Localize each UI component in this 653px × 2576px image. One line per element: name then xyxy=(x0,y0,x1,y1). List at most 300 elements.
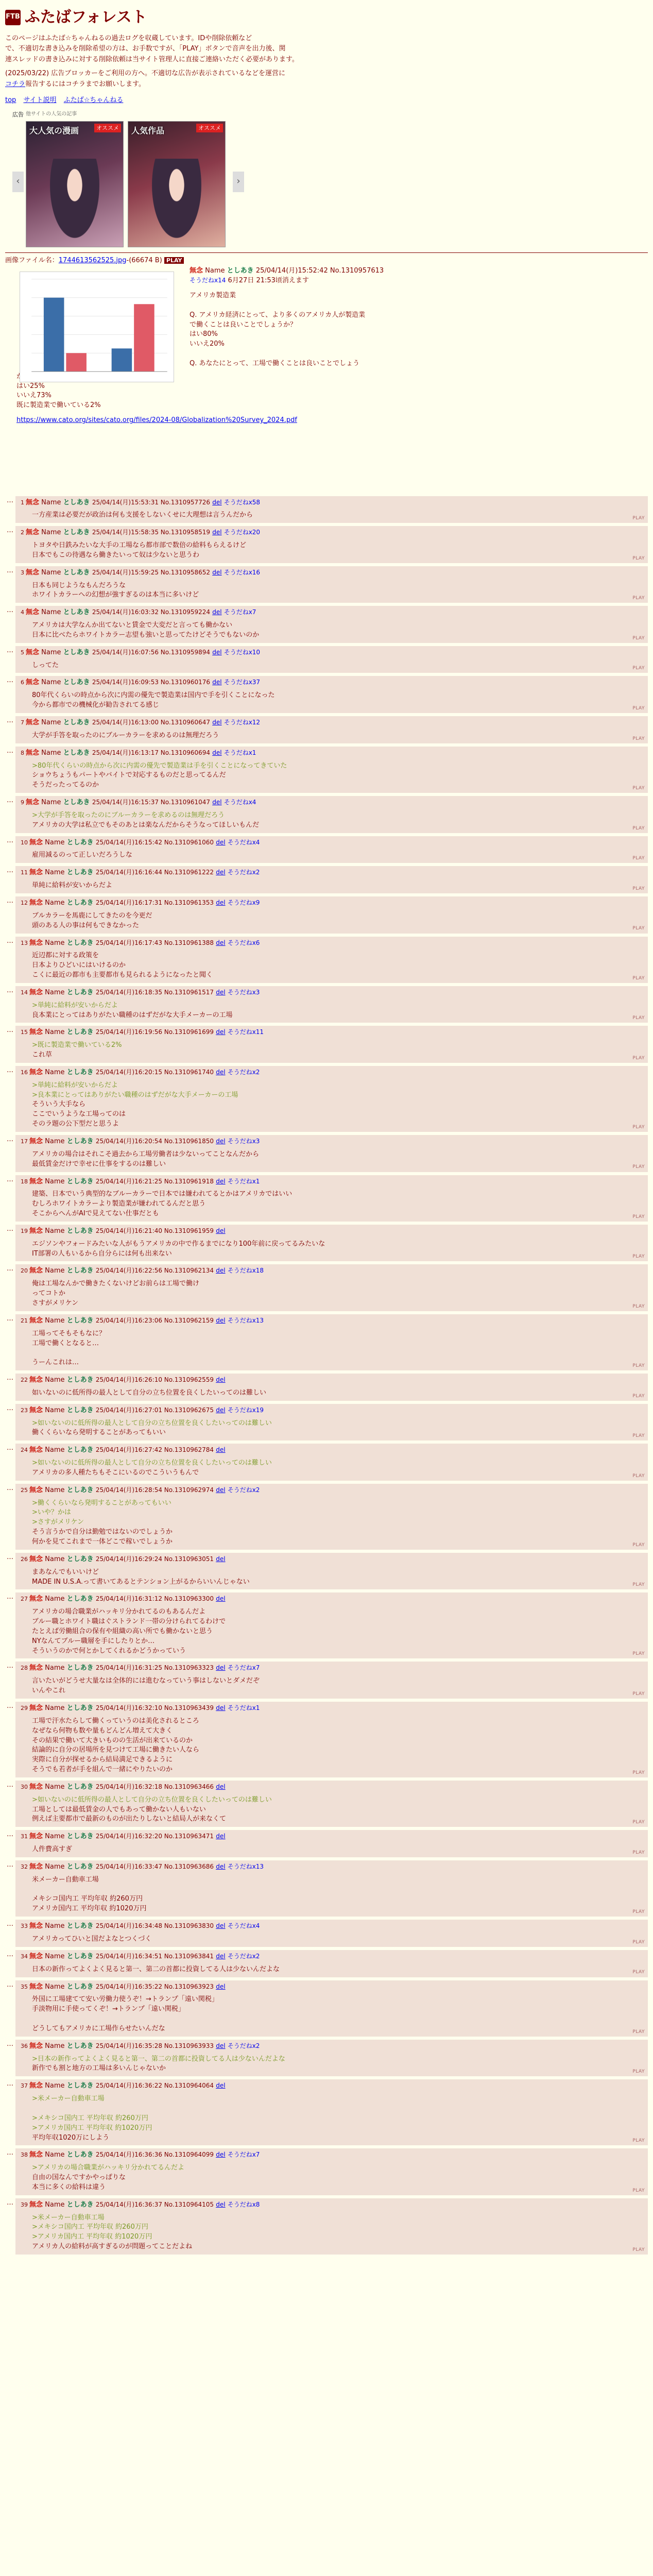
reply-subject: 無念 xyxy=(26,679,40,687)
play-button[interactable]: PLAY xyxy=(632,786,645,791)
ad-illustration xyxy=(46,159,104,246)
reply-line: メキシコ国内工 平均年収 約260万円 xyxy=(32,1895,143,1903)
play-button[interactable]: PLAY xyxy=(632,975,645,981)
reply-name: としあき xyxy=(66,838,94,846)
quote-line: >良本業にとってはありがたい職種のはずだがな大手メーカーの工場 xyxy=(32,1091,238,1099)
delete-link[interactable]: del xyxy=(216,1783,226,1790)
reply-line: その結果で働いて大きいものの生活が出来ているのか xyxy=(32,1736,193,1744)
reply-box xyxy=(15,1592,648,1658)
reply-meta: 25/04/14(月)16:36:22 No.1310964064 xyxy=(95,2082,214,2090)
delete-link[interactable]: del xyxy=(216,1704,226,1711)
sodane-button[interactable]: そうだねx16 xyxy=(224,568,261,576)
reply-name: としあき xyxy=(63,749,90,757)
play-button[interactable]: PLAY xyxy=(632,1582,645,1588)
reply-body xyxy=(32,2213,643,2252)
reply-header: 27 無念 Name としあき 25/04/14(月)16:31:12 No.1310963300 del xyxy=(21,1595,226,1603)
ad-banner[interactable] xyxy=(26,121,124,247)
reply-meta: 25/04/14(月)16:21:40 No.1310961959 xyxy=(95,1227,214,1234)
sodane-button[interactable]: そうだねx7 xyxy=(227,1664,260,1672)
reply-index: 21 xyxy=(21,1317,28,1324)
delete-link[interactable]: del xyxy=(216,1316,226,1324)
play-button[interactable]: PLAY xyxy=(632,825,645,831)
reply-header: 22 無念 Name としあき 25/04/14(月)16:26:10 No.1310962559 del xyxy=(21,1376,226,1384)
reply-line: アメリカは大学なんか出てないと賃金で大変だと言っても働かない xyxy=(32,621,233,630)
quote-line: >単純に給料が安いからだよ xyxy=(32,1001,118,1009)
play-button[interactable]: PLAY xyxy=(632,516,645,521)
reply-marker: … xyxy=(7,1831,13,1839)
reply-box xyxy=(15,866,648,893)
reply-subject: 無念 xyxy=(26,568,40,577)
reply-body xyxy=(32,851,643,860)
reply-box xyxy=(15,796,648,833)
reply-header: 28 無念 Name としあき 25/04/14(月)16:31:25 No.1310963323 del そうだねx7 xyxy=(21,1664,260,1672)
reply-header: 11 無念 Name としあき 25/04/14(月)16:16:44 No.1310961222 del そうだねx2 xyxy=(21,869,260,877)
reply-marker: … xyxy=(7,1175,13,1183)
op-body xyxy=(190,291,648,369)
op-line: Q. あなたにとって、工場で働くことは良いことでしょう xyxy=(190,359,359,367)
delete-link[interactable]: del xyxy=(212,648,222,656)
reply-line: 本当に多くの給料は違う xyxy=(32,2183,106,2191)
delete-link[interactable]: del xyxy=(212,679,222,686)
reply-name: としあき xyxy=(66,1267,94,1275)
reply-line: 俺は工場なんかで働きたくないけどお前らは工場で働け xyxy=(32,1280,200,1288)
reply-marker: … xyxy=(7,566,13,574)
delete-link[interactable]: del xyxy=(216,1952,226,1960)
reply-meta: 25/04/14(月)16:34:48 No.1310963830 xyxy=(95,1922,214,1930)
delete-link[interactable]: del xyxy=(212,568,222,576)
sodane-button[interactable]: そうだねx2 xyxy=(227,1068,260,1076)
reply-marker: … xyxy=(7,496,13,504)
reply-index: 4 xyxy=(21,609,24,616)
reply-marker: … xyxy=(7,867,13,875)
delete-link[interactable]: del xyxy=(212,749,222,756)
reply-meta: 25/04/14(月)16:13:00 No.1310960647 xyxy=(92,719,211,726)
sodane-button[interactable]: そうだねx2 xyxy=(227,1486,260,1494)
reply-row xyxy=(5,1484,648,1550)
delete-link[interactable]: del xyxy=(216,899,226,906)
play-button[interactable]: PLAY xyxy=(632,1393,645,1399)
reply-subject: 無念 xyxy=(29,1922,43,1930)
play-button[interactable]: PLAY xyxy=(632,1770,645,1775)
reply-line xyxy=(32,2104,643,2114)
reply-line xyxy=(32,1885,643,1895)
play-button[interactable]: PLAY xyxy=(632,2069,645,2075)
quote-line: >既に製造業で働いている2% xyxy=(32,1041,122,1049)
reply-line: 働くくらいなら発明することがあってもいい xyxy=(32,1429,166,1437)
reply-index: 1 xyxy=(21,499,24,506)
reply-meta: 25/04/14(月)16:27:42 No.1310962784 xyxy=(95,1446,214,1454)
play-button[interactable]: PLAY xyxy=(632,1542,645,1548)
play-button[interactable]: PLAY xyxy=(632,1820,645,1825)
reply-meta: 25/04/14(月)16:22:56 No.1310962134 xyxy=(95,1267,214,1275)
play-button[interactable]: PLAY xyxy=(632,1433,645,1439)
reply-row xyxy=(5,1553,648,1590)
sodane-button[interactable]: そうだねx9 xyxy=(227,899,260,906)
reply-line: 単純に給料が安いからだよ xyxy=(32,882,113,890)
ad-carousel xyxy=(12,121,404,247)
reply-marker: … xyxy=(7,796,13,805)
reply-body xyxy=(32,2055,643,2074)
reply-body xyxy=(32,1041,643,1060)
delete-link[interactable]: del xyxy=(216,1862,226,1870)
reply-line: ブルー職とホワイト職はぐストランド一帯の分けられてるわけで xyxy=(32,1618,226,1626)
reply-marker: … xyxy=(7,1860,13,1869)
reply-header: 29 無念 Name としあき 25/04/14(月)16:32:10 No.1310963439 del そうだねx1 xyxy=(21,1704,260,1712)
play-button[interactable]: PLAY xyxy=(632,2188,645,2193)
reply-line: 工場としては最低賃金の人でもあって働かない人もいない xyxy=(32,1805,206,1814)
delete-link[interactable]: del xyxy=(216,2151,226,2159)
sodane-button[interactable]: そうだねx7 xyxy=(227,2151,260,2159)
reply-marker: … xyxy=(7,2198,13,2207)
delete-link[interactable]: del xyxy=(216,1833,226,1840)
play-button[interactable]: PLAY xyxy=(632,635,645,641)
reply-marker: … xyxy=(7,1593,13,1601)
play-button[interactable]: PLAY xyxy=(632,1473,645,1479)
reply-name: としあき xyxy=(66,1833,94,1841)
reply-body xyxy=(32,1001,643,1021)
reply-row xyxy=(5,1175,648,1222)
delete-link[interactable]: del xyxy=(216,1068,226,1076)
divider xyxy=(5,252,648,253)
reply-row xyxy=(5,1444,648,1481)
play-button[interactable]: PLAY xyxy=(632,2138,645,2144)
carousel-prev-arrow-icon[interactable]: ‹ xyxy=(12,172,24,192)
op-post xyxy=(5,256,648,493)
sodane-button[interactable]: そうだねx10 xyxy=(224,648,261,656)
reply-marker: … xyxy=(7,1920,13,1928)
reply-line: ホワイトカラーへの幻想が強すぎるのは本当に多いけど xyxy=(32,591,199,599)
reply-index: 32 xyxy=(21,1863,28,1870)
sodane-button[interactable]: そうだねx3 xyxy=(227,988,260,996)
reply-meta: 25/04/14(月)16:29:24 No.1310963051 xyxy=(95,1555,214,1563)
reply-marker: … xyxy=(7,1026,13,1035)
reply-subject: 無念 xyxy=(29,1406,43,1414)
reply-header: 24 無念 Name としあき 25/04/14(月)16:27:42 No.1310962784 del xyxy=(21,1446,226,1454)
reply-subject: 無念 xyxy=(26,799,40,807)
reply-header: 38 無念 Name としあき 25/04/14(月)16:36:36 No.1310964099 del そうだねx7 xyxy=(21,2151,260,2159)
reply-name: としあき xyxy=(66,1446,94,1454)
sodane-button[interactable]: そうだねx13 xyxy=(227,1316,264,1324)
reply-meta: 25/04/14(月)15:59:25 No.1310958652 xyxy=(92,568,211,576)
reply-header: 2 無念 Name としあき 25/04/14(月)15:58:35 No.1310958519 del そうだねx20 xyxy=(21,529,261,537)
reply-box xyxy=(15,1066,648,1132)
sodane-button[interactable]: そうだねx7 xyxy=(224,608,256,616)
play-button[interactable]: PLAY xyxy=(632,705,645,711)
play-button[interactable]: PLAY xyxy=(632,1909,645,1915)
reply-subject: 無念 xyxy=(26,608,40,617)
reply-body xyxy=(32,811,643,831)
reply-marker: … xyxy=(7,1265,13,1273)
reply-line: アメリカの場合職業がハッキリ分かれてるのもあるんだよ xyxy=(32,1608,206,1616)
quote-line: >メキシコ国内工 平均年収 約260万円 xyxy=(32,2223,148,2231)
reply-box xyxy=(15,716,648,743)
sodane-button[interactable]: そうだねx4 xyxy=(224,799,256,806)
play-button[interactable]: PLAY xyxy=(632,555,645,561)
reply-body xyxy=(32,1240,643,1259)
reply-body xyxy=(32,951,643,980)
reply-header: 3 無念 Name としあき 25/04/14(月)15:59:25 No.1310958652 del そうだねx16 xyxy=(21,568,261,577)
reply-index: 10 xyxy=(21,839,28,846)
reply-meta: 25/04/14(月)16:32:10 No.1310963439 xyxy=(95,1704,214,1711)
reply-subject: 無念 xyxy=(26,749,40,757)
delete-link[interactable]: del xyxy=(212,719,222,726)
reply-header: 20 無念 Name としあき 25/04/14(月)16:22:56 No.1310962134 del そうだねx18 xyxy=(21,1267,264,1275)
delete-link[interactable]: del xyxy=(212,498,222,506)
reply-name: としあき xyxy=(63,648,90,656)
reply-line: アメリカ人の給料が高すぎるのが問題ってことだよね xyxy=(32,2243,193,2251)
reply-row xyxy=(5,1026,648,1063)
reply-line: うーんこれは… xyxy=(32,1359,79,1367)
sodane-button[interactable]: そうだねx8 xyxy=(227,2200,260,2208)
play-button[interactable]: PLAY xyxy=(632,1015,645,1021)
reply-line: 人件費高すぎ xyxy=(32,1845,73,1854)
delete-link[interactable]: del xyxy=(216,869,226,876)
op-file-link[interactable]: 1744613562525.jpg xyxy=(58,256,127,264)
reply-line: エジソンやフォードみたいな人がもうアメリカの中で作るまでになり100年前に戻ってるみたいな xyxy=(32,1240,325,1248)
reply-line: 80年代くらいの時点から次に内需の優先で製造業は国内で手を引くことになった xyxy=(32,691,275,700)
reply-line: 日本に比べたらホワイトカラー志望も強いと思ってたけどそうでもないのか xyxy=(32,631,260,639)
delete-link[interactable]: del xyxy=(216,1376,226,1384)
sodane-button[interactable]: そうだねx3 xyxy=(227,1138,260,1145)
reply-body xyxy=(32,911,643,931)
reply-line xyxy=(32,2014,643,2024)
delete-link[interactable]: del xyxy=(216,2042,226,2049)
reply-line: 工場ってそもそもなに？ xyxy=(32,1329,106,1337)
quote-line: >如いないのに低所得の最人として自分の立ち位置を良くしたいってのは難しい xyxy=(32,1795,272,1804)
sodane-button[interactable]: そうだねx4 xyxy=(227,1922,260,1930)
play-button[interactable]: PLAY xyxy=(164,257,184,264)
sodane-button[interactable]: そうだねx1 xyxy=(227,1704,260,1711)
reply-body xyxy=(32,1568,643,1587)
reply-header: 36 無念 Name としあき 25/04/14(月)16:35:28 No.1310963933 del そうだねx2 xyxy=(21,2042,260,2050)
sodane-button[interactable]: そうだねx4 xyxy=(227,838,260,846)
ad-banner[interactable] xyxy=(128,121,226,247)
sodane-button[interactable]: そうだねx13 xyxy=(227,1862,264,1870)
play-button[interactable]: PLAY xyxy=(632,1254,645,1260)
reply-meta: 25/04/14(月)15:53:31 No.1310957726 xyxy=(92,498,211,506)
reply-subject: 無念 xyxy=(29,1028,43,1037)
delete-link[interactable]: del xyxy=(216,1922,226,1930)
reply-marker: … xyxy=(7,1374,13,1382)
reply-marker: … xyxy=(7,1444,13,1452)
reply-row xyxy=(5,796,648,833)
reply-box xyxy=(15,1920,648,1947)
sodane-button[interactable]: そうだねx58 xyxy=(224,498,261,506)
reply-header: 18 無念 Name としあき 25/04/14(月)16:21:25 No.1310961918 del そうだねx1 xyxy=(21,1177,260,1185)
reply-body xyxy=(32,1279,643,1309)
sodane-button[interactable]: そうだねx6 xyxy=(227,939,260,946)
play-button[interactable]: PLAY xyxy=(632,2029,645,2035)
delete-link[interactable]: del xyxy=(216,1555,226,1563)
play-button[interactable]: PLAY xyxy=(632,1850,645,1855)
reply-body xyxy=(32,1717,643,1775)
op-line: アメリカ製造業 xyxy=(190,292,236,300)
delete-link[interactable]: del xyxy=(216,1595,226,1603)
reply-row xyxy=(5,866,648,893)
reply-line: 日本も同じようなもんだろうな xyxy=(32,581,126,589)
reply-body xyxy=(32,1935,643,1944)
delete-link[interactable]: del xyxy=(216,1406,226,1414)
reply-name: としあき xyxy=(66,1555,94,1563)
ad-banner-title: 人気作品 xyxy=(131,125,165,135)
reply-name: としあき xyxy=(66,1177,94,1185)
reply-name: としあき xyxy=(66,988,94,996)
delete-link[interactable]: del xyxy=(216,1138,226,1145)
reply-meta: 25/04/14(月)16:19:56 No.1310961699 xyxy=(95,1028,214,1036)
reply-row xyxy=(5,1662,648,1699)
delete-link[interactable]: del xyxy=(212,529,222,536)
reply-box xyxy=(15,1781,648,1827)
op-subject: 無念 xyxy=(190,267,203,275)
site-header xyxy=(5,6,648,29)
reply-name: としあき xyxy=(66,1783,94,1791)
reply-subject: 無念 xyxy=(29,1068,43,1076)
reply-marker: … xyxy=(7,527,13,535)
delete-link[interactable]: del xyxy=(216,1982,226,1990)
reply-meta: 25/04/14(月)16:36:36 No.1310964099 xyxy=(95,2151,214,2159)
reply-box xyxy=(15,1830,648,1857)
notice-link[interactable]: コチラ xyxy=(5,80,26,88)
reply-box xyxy=(15,676,648,713)
reply-header: 33 無念 Name としあき 25/04/14(月)16:34:48 No.1310963830 del そうだねx4 xyxy=(21,1922,260,1930)
play-button[interactable]: PLAY xyxy=(632,1691,645,1697)
sodane-button[interactable]: そうだねx1 xyxy=(227,1177,260,1185)
delete-link[interactable]: del xyxy=(212,799,222,806)
reply-meta: 25/04/14(月)16:31:25 No.1310963323 xyxy=(95,1664,214,1672)
op-source-link[interactable]: https://www.cato.org/sites/cato.org/files/2024-08/Globalization%20Survey_2024.pdf xyxy=(16,416,297,425)
play-button[interactable]: PLAY xyxy=(632,1363,645,1368)
play-button[interactable]: PLAY xyxy=(632,1055,645,1061)
chart-bar xyxy=(134,304,154,371)
sodane-button[interactable]: そうだねx2 xyxy=(227,1952,260,1960)
sodane-button[interactable]: そうだねx12 xyxy=(224,719,261,726)
reply-box xyxy=(15,1980,648,2037)
reply-line: こくに最近の都市も主要都市も見られるようになったと聞く xyxy=(32,971,213,979)
reply-name: としあき xyxy=(66,1862,94,1871)
reply-line: アメリカの大学は私立でもそのあとは楽なんだからそうなってほしいもんだ xyxy=(32,821,260,829)
reply-row xyxy=(5,896,648,934)
reply-marker: … xyxy=(7,646,13,654)
reply-meta: 25/04/14(月)16:23:06 No.1310962159 xyxy=(95,1316,214,1324)
sodane-button[interactable]: そうだねx37 xyxy=(224,679,261,686)
reply-subject: 無念 xyxy=(29,1704,43,1712)
play-button[interactable]: PLAY xyxy=(632,926,645,931)
play-button[interactable]: PLAY xyxy=(632,1124,645,1130)
reply-row xyxy=(5,526,648,563)
play-button[interactable]: PLAY xyxy=(632,1214,645,1219)
reply-subject: 無念 xyxy=(26,529,40,537)
delete-link[interactable]: del xyxy=(216,1664,226,1672)
delete-link[interactable]: del xyxy=(216,1267,226,1275)
op-line: 既に製造業で働いている2% xyxy=(16,401,101,410)
op-sodane[interactable]: そうだねx14 xyxy=(190,277,226,284)
reply-subject: 無念 xyxy=(26,498,40,506)
play-button[interactable]: PLAY xyxy=(632,1303,645,1309)
sodane-button[interactable]: そうだねx1 xyxy=(224,749,256,756)
reply-line: そう言うかで自分は勤勉ではないのでしょうか xyxy=(32,1528,173,1536)
reply-index: 24 xyxy=(21,1447,28,1454)
op-thumbnail-chart[interactable] xyxy=(20,272,174,382)
play-button[interactable]: PLAY xyxy=(632,1939,645,1945)
reply-body xyxy=(32,1190,643,1219)
reply-line: ここでいうような工場ってのは xyxy=(32,1110,126,1118)
play-button[interactable]: PLAY xyxy=(632,1970,645,1975)
delete-link[interactable]: del xyxy=(216,1446,226,1454)
delete-link[interactable]: del xyxy=(216,1177,226,1185)
reply-line: これ草 xyxy=(32,1051,53,1059)
reply-line: 近辺都に対する政策を xyxy=(32,952,99,960)
play-button[interactable]: PLAY xyxy=(632,1164,645,1170)
reply-header: 9 無念 Name としあき 25/04/14(月)16:15:37 No.1310961047 del そうだねx4 xyxy=(21,799,256,807)
delete-link[interactable]: del xyxy=(216,2082,226,2090)
reply-name: としあき xyxy=(66,1028,94,1037)
nav-link-top[interactable]: top xyxy=(5,96,16,104)
delete-link[interactable]: del xyxy=(212,608,222,616)
reply-line: ブルカラーを馬鹿にしてきたのを今更だ xyxy=(32,911,152,920)
delete-link[interactable]: del xyxy=(216,1028,226,1036)
reply-line: 米メーカー自動車工場 xyxy=(32,1875,99,1884)
reply-marker: … xyxy=(7,2040,13,2048)
delete-link[interactable]: del xyxy=(216,1486,226,1494)
reply-index: 3 xyxy=(21,569,24,576)
play-button[interactable]: PLAY xyxy=(632,2247,645,2252)
reply-index: 9 xyxy=(21,799,24,806)
reply-body xyxy=(32,1607,643,1656)
reply-subject: 無念 xyxy=(29,1783,43,1791)
reply-index: 7 xyxy=(21,719,24,726)
delete-link[interactable]: del xyxy=(216,1227,226,1234)
reply-marker: … xyxy=(7,836,13,844)
reply-row xyxy=(5,1135,648,1172)
reply-header: 25 無念 Name としあき 25/04/14(月)16:28:54 No.1310962974 del そうだねx2 xyxy=(21,1486,260,1494)
site-notice xyxy=(5,34,648,90)
sodane-button[interactable]: そうだねx20 xyxy=(224,529,261,536)
play-button[interactable]: PLAY xyxy=(632,1651,645,1657)
delete-link[interactable]: del xyxy=(216,2200,226,2208)
op-line xyxy=(190,349,648,359)
play-button[interactable]: PLAY xyxy=(632,856,645,861)
play-button[interactable]: PLAY xyxy=(632,886,645,891)
delete-link[interactable]: del xyxy=(216,988,226,996)
sodane-button[interactable]: そうだねx19 xyxy=(227,1406,264,1414)
reply-row xyxy=(5,1950,648,1977)
play-button[interactable]: PLAY xyxy=(632,666,645,671)
reply-line: そうでも若者が手を組んで一緒にやりたいのか xyxy=(32,1766,173,1774)
reply-line: 実際に自分が探せるから結局満足できるように xyxy=(32,1756,173,1764)
reply-row xyxy=(5,1264,648,1311)
play-button[interactable]: PLAY xyxy=(632,596,645,601)
nav-link-futaba[interactable]: ふたば☆ちゃんねる xyxy=(63,96,124,104)
reply-box xyxy=(15,1404,648,1441)
sodane-button[interactable]: そうだねx18 xyxy=(227,1267,264,1275)
nav-link-about[interactable]: サイト説明 xyxy=(23,96,57,104)
delete-link[interactable]: del xyxy=(216,838,226,846)
ad-illustration xyxy=(148,159,206,246)
reply-line: MADE IN U.S.A.って書いてあるとテンション上がるからいいんじゃない xyxy=(32,1578,250,1586)
delete-link[interactable]: del xyxy=(216,939,226,946)
sodane-button[interactable]: そうだねx2 xyxy=(227,2042,260,2049)
reply-meta: 25/04/14(月)16:33:47 No.1310963686 xyxy=(95,1862,214,1870)
play-button[interactable]: PLAY xyxy=(632,736,645,741)
reply-marker: … xyxy=(7,986,13,994)
sodane-button[interactable]: そうだねx11 xyxy=(227,1028,264,1036)
carousel-next-arrow-icon[interactable]: › xyxy=(233,172,244,192)
reply-body xyxy=(32,1150,643,1170)
reply-body xyxy=(32,1388,643,1398)
reply-row xyxy=(5,2079,648,2145)
sodane-button[interactable]: そうだねx2 xyxy=(227,869,260,876)
notice-line: 連スレッドの書き込みに対する削除依頼は当サイト管理人に直接ご連絡いただく必要があります。 xyxy=(5,56,299,64)
